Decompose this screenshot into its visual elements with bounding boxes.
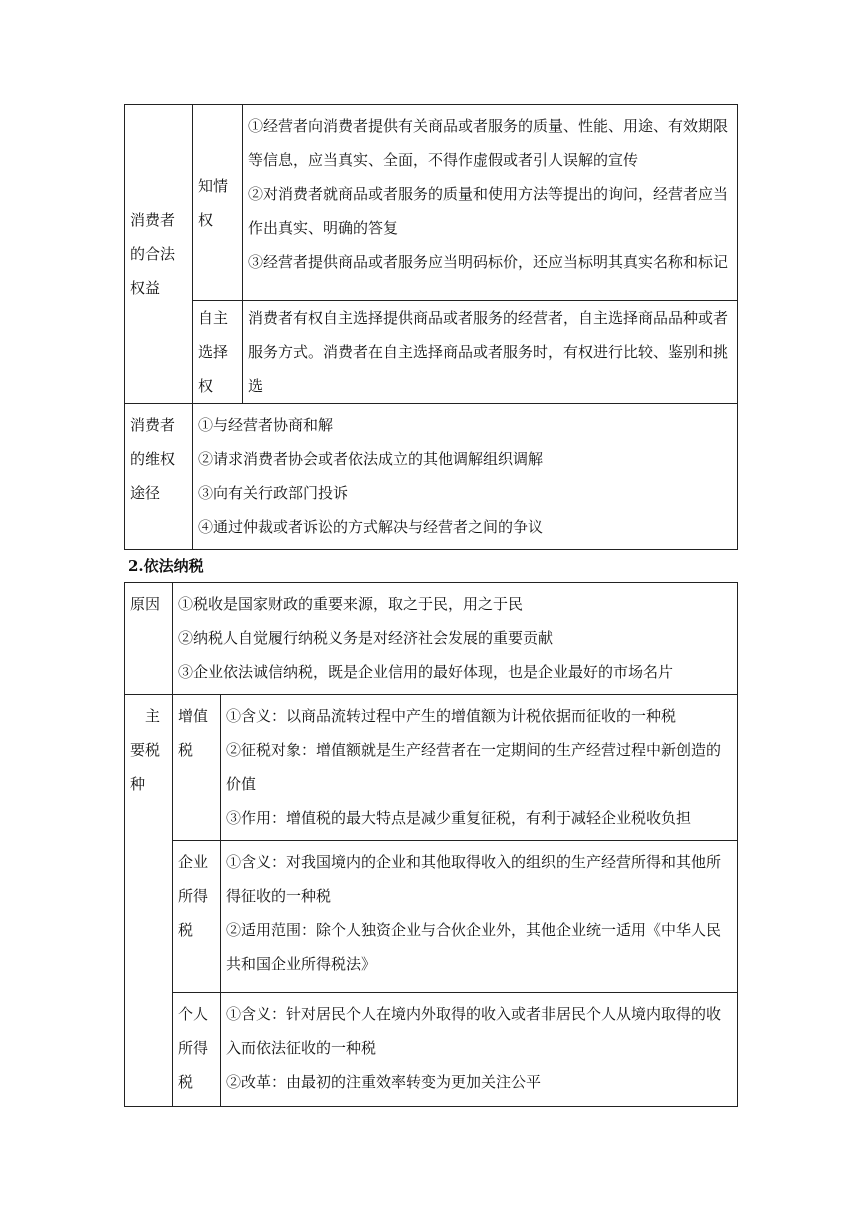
remedy-item: ③向有关行政部门投诉 bbox=[198, 484, 349, 502]
tax-table bbox=[124, 582, 738, 1107]
consumer-rights-table bbox=[124, 104, 738, 550]
remedy-item: ④通过仲裁或者诉讼的方式解决与经营者之间的争议 bbox=[198, 518, 544, 536]
personal-tax-item: ②改革：由最初的注重效率转变为更加关注公平 bbox=[226, 1073, 542, 1091]
personal-tax-label: 个人所得税 bbox=[173, 993, 221, 1107]
right-to-choose-content: 消费者有权自主选择提供商品或者服务的经营者，自主选择商品品种或者服务方式。消费者在自主选择商品或者服务时，有权进行比较、鉴别和挑选 bbox=[243, 301, 738, 404]
section-title: 2.依法纳税 bbox=[128, 557, 204, 575]
vat-item: ①含义：以商品流转过程中产生的增值额为计税依据而征收的一种税 bbox=[226, 707, 677, 725]
vat-item: ②征税对象：增值额就是生产经营者在一定期间的生产经营过程中新创造的价值 bbox=[226, 741, 722, 793]
personal-tax-item: ①含义：针对居民个人在境内外取得的收入或者非居民个人从境内取得的收入而依法征收的一种税 bbox=[226, 1005, 722, 1057]
corporate-tax-item: ②适用范围：除个人独资企业与合伙企业外，其他企业统一适用《中华人民共和国企业所得税法》 bbox=[226, 921, 722, 973]
reason-item: ③企业依法诚信纳税，既是企业信用的最好体现，也是企业最好的市场名片 bbox=[178, 663, 674, 681]
right-to-choose-label: 自主选择权 bbox=[193, 301, 243, 404]
reason-item: ①税收是国家财政的重要来源，取之于民，用之于民 bbox=[178, 595, 524, 613]
right-to-know-item: ①经营者向消费者提供有关商品或者服务的质量、性能、用途、有效期限等信息，应当真实、全面，不得作虚假或者引人误解的宣传 bbox=[248, 117, 729, 169]
remedy-item: ②请求消费者协会或者依法成立的其他调解组织调解 bbox=[198, 450, 544, 468]
corporate-tax-content bbox=[221, 841, 738, 993]
remedy-item: ①与经营者协商和解 bbox=[198, 416, 334, 434]
vat-content bbox=[221, 695, 738, 841]
reason-content bbox=[173, 583, 738, 695]
remedies-content bbox=[193, 404, 738, 550]
rights-group-label: 消费者的合法权益 bbox=[125, 105, 193, 404]
right-to-know-content bbox=[243, 105, 738, 301]
right-to-know-label: 知情权 bbox=[193, 105, 243, 301]
main-taxes-label: 主要税种 bbox=[125, 695, 173, 1107]
reason-label: 原因 bbox=[125, 583, 173, 695]
corporate-tax-label: 企业所得税 bbox=[173, 841, 221, 993]
corporate-tax-item: ①含义：对我国境内的企业和其他取得收入的组织的生产经营所得和其他所得征收的一种税 bbox=[226, 853, 722, 905]
vat-item: ③作用：增值税的最大特点是减少重复征税，有利于减轻企业税收负担 bbox=[226, 809, 692, 827]
right-to-know-item: ②对消费者就商品或者服务的质量和使用方法等提出的询问，经营者应当作出真实、明确的答复 bbox=[248, 185, 729, 237]
personal-tax-content bbox=[221, 993, 738, 1107]
reason-item: ②纳税人自觉履行纳税义务是对经济社会发展的重要贡献 bbox=[178, 629, 554, 647]
right-to-know-item: ③经营者提供商品或者服务应当明码标价，还应当标明其真实名称和标记 bbox=[248, 253, 729, 271]
remedies-label: 消费者的维权途径 bbox=[125, 404, 193, 550]
vat-label: 增值税 bbox=[173, 695, 221, 841]
